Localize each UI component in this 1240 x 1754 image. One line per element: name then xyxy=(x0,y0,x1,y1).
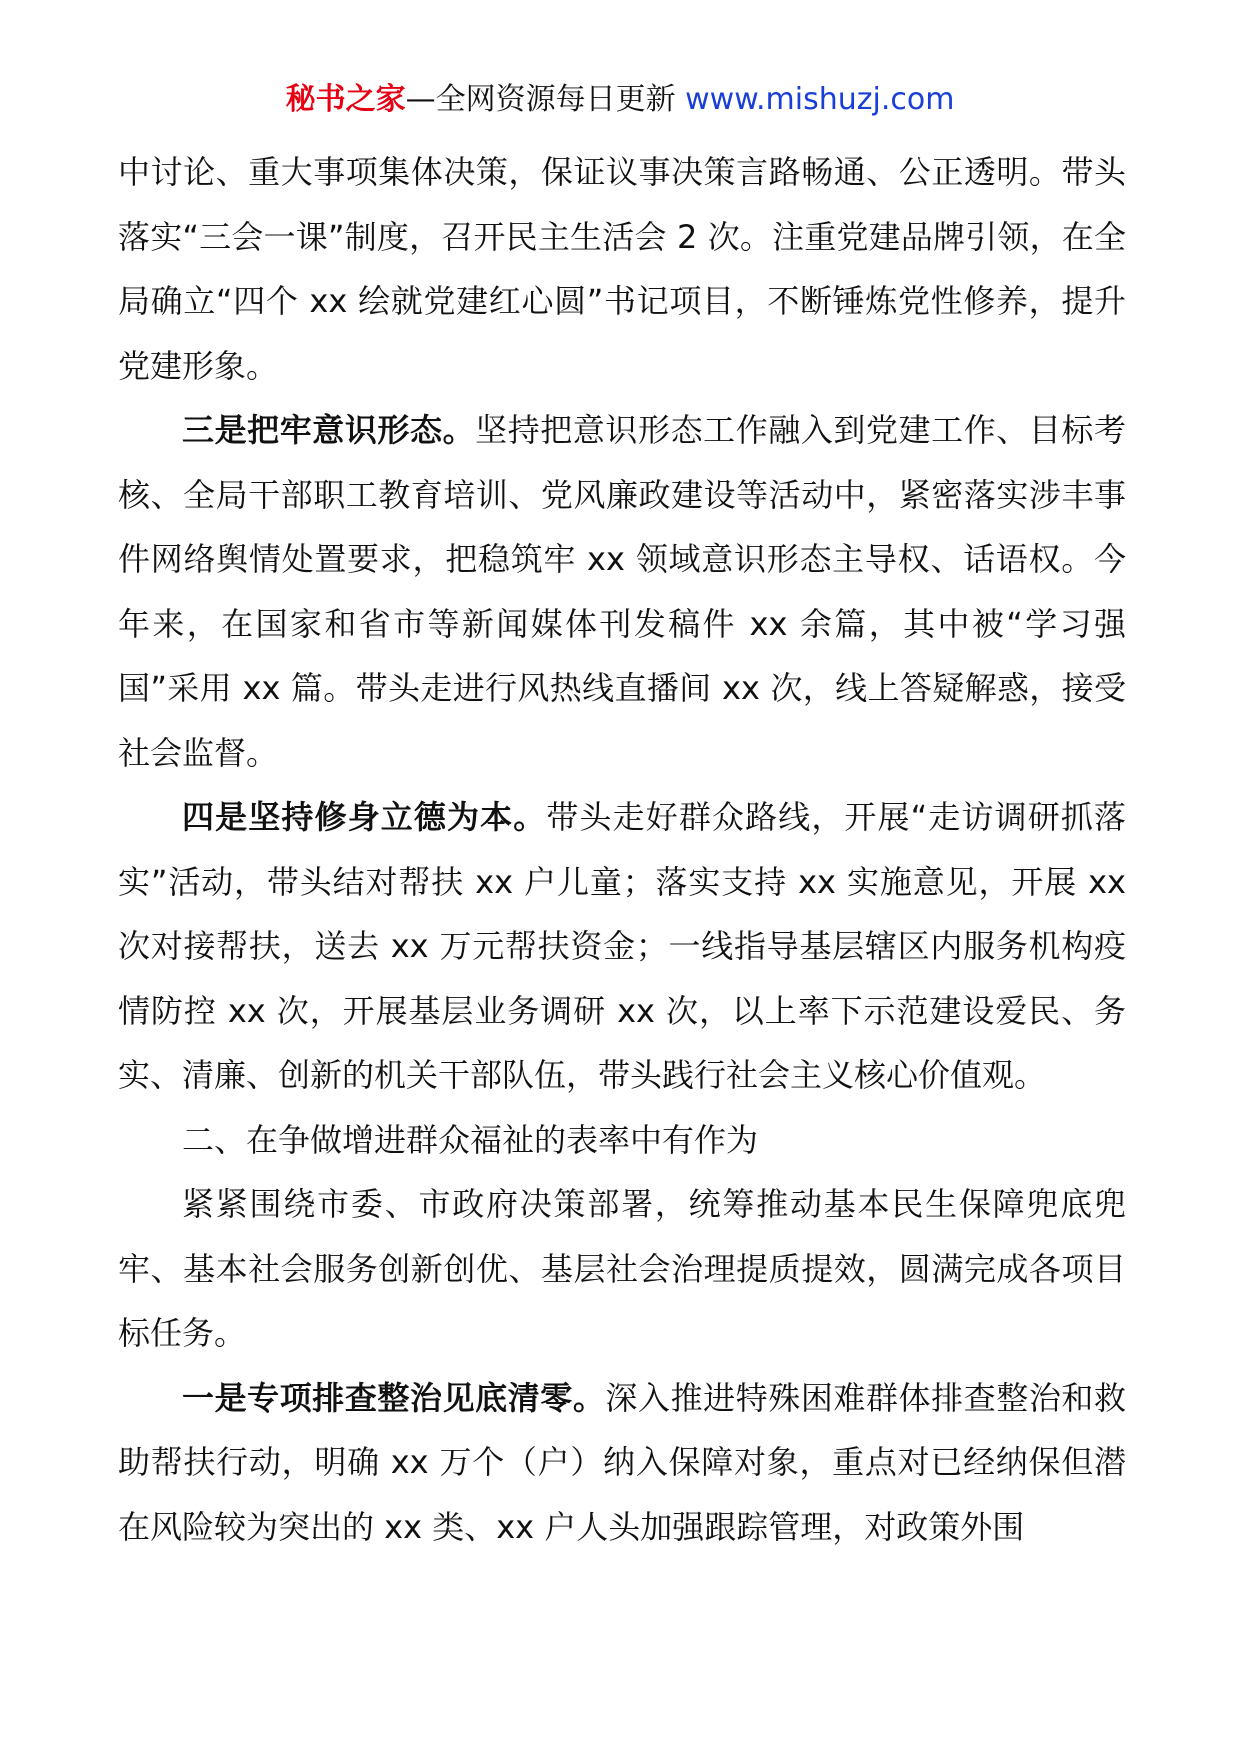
paragraph-lead: 三是把牢意识形态。 xyxy=(182,411,476,449)
paragraph-text: 紧紧围绕市委、市政府决策部署，统筹推动基本民生保障兜底兜牢、基本社会服务创新创优、基层社会治理提质提效，圆满完成各项目标任务。 xyxy=(118,1185,1126,1352)
paragraph-text: 带头走好群众路线，开展“走访调研抓落实”活动，带头结对帮扶 xx 户儿童；落实支持 xx 实施意见，开展 xx 次对接帮扶，送去 xx 万元帮扶资金；一线指导基层辖区内服务机构疫情防控 xx 次，开展基层业务调研 xx 次，以上率下示范建设爱民、务实、清廉、创新的机关干部队伍，带头践行社会主义核心价值观。 xyxy=(118,798,1126,1094)
brand-name: 秘书之家 xyxy=(285,82,406,117)
paragraph-section-intro xyxy=(118,1172,1126,1366)
section-heading-text: 二、在争做增进群众福祉的表率中有作为 xyxy=(182,1120,759,1159)
paragraph-special-inspection xyxy=(118,1366,1126,1560)
paragraph-self-cultivation xyxy=(118,785,1126,1108)
section-heading xyxy=(118,1108,1126,1173)
page-header xyxy=(0,80,1240,120)
paragraph-text: 坚持把意识形态工作融入到党建工作、目标考核、全局干部职工教育培训、党风廉政建设等活动中，紧密落实涉丰事件网络舆情处置要求，把稳筑牢 xx 领域意识形态主导权、话语权。今年来，在国家和省市等新闻媒体刊发稿件 xx 余篇，其中被“学习强国”采用 xx 篇。带头走进行风热线直播间 xx 次，线上答疑解惑，接受社会监督。 xyxy=(118,411,1126,772)
document-body xyxy=(118,140,1126,1559)
paragraph-lead: 四是坚持修身立德为本。 xyxy=(182,798,547,836)
paragraph-lead: 一是专项排查整治见底清零。 xyxy=(182,1378,606,1417)
header-tagline: —全网资源每日更新 xyxy=(405,82,686,117)
paragraph-text: 中讨论、重大事项集体决策，保证议事决策言路畅通、公正透明。带头落实“三会一课”制度，召开民主生活会 2 次。注重党建品牌引领，在全局确立“四个 xx 绘就党建红心圆”书记项目，不断锤炼党性修养，提升党建形象。 xyxy=(118,153,1126,385)
website-link[interactable]: www.mishuzj.com xyxy=(685,82,955,117)
paragraph-continuation xyxy=(118,140,1126,398)
paragraph-text: 深入推进特殊困难群体排查整治和救助帮扶行动，明确 xx 万个（户）纳入保障对象，重点对已经纳保但潜在风险较为突出的 xx 类、xx 户人头加强跟踪管理，对政策外围 xyxy=(118,1378,1126,1546)
paragraph-ideology xyxy=(118,398,1126,785)
